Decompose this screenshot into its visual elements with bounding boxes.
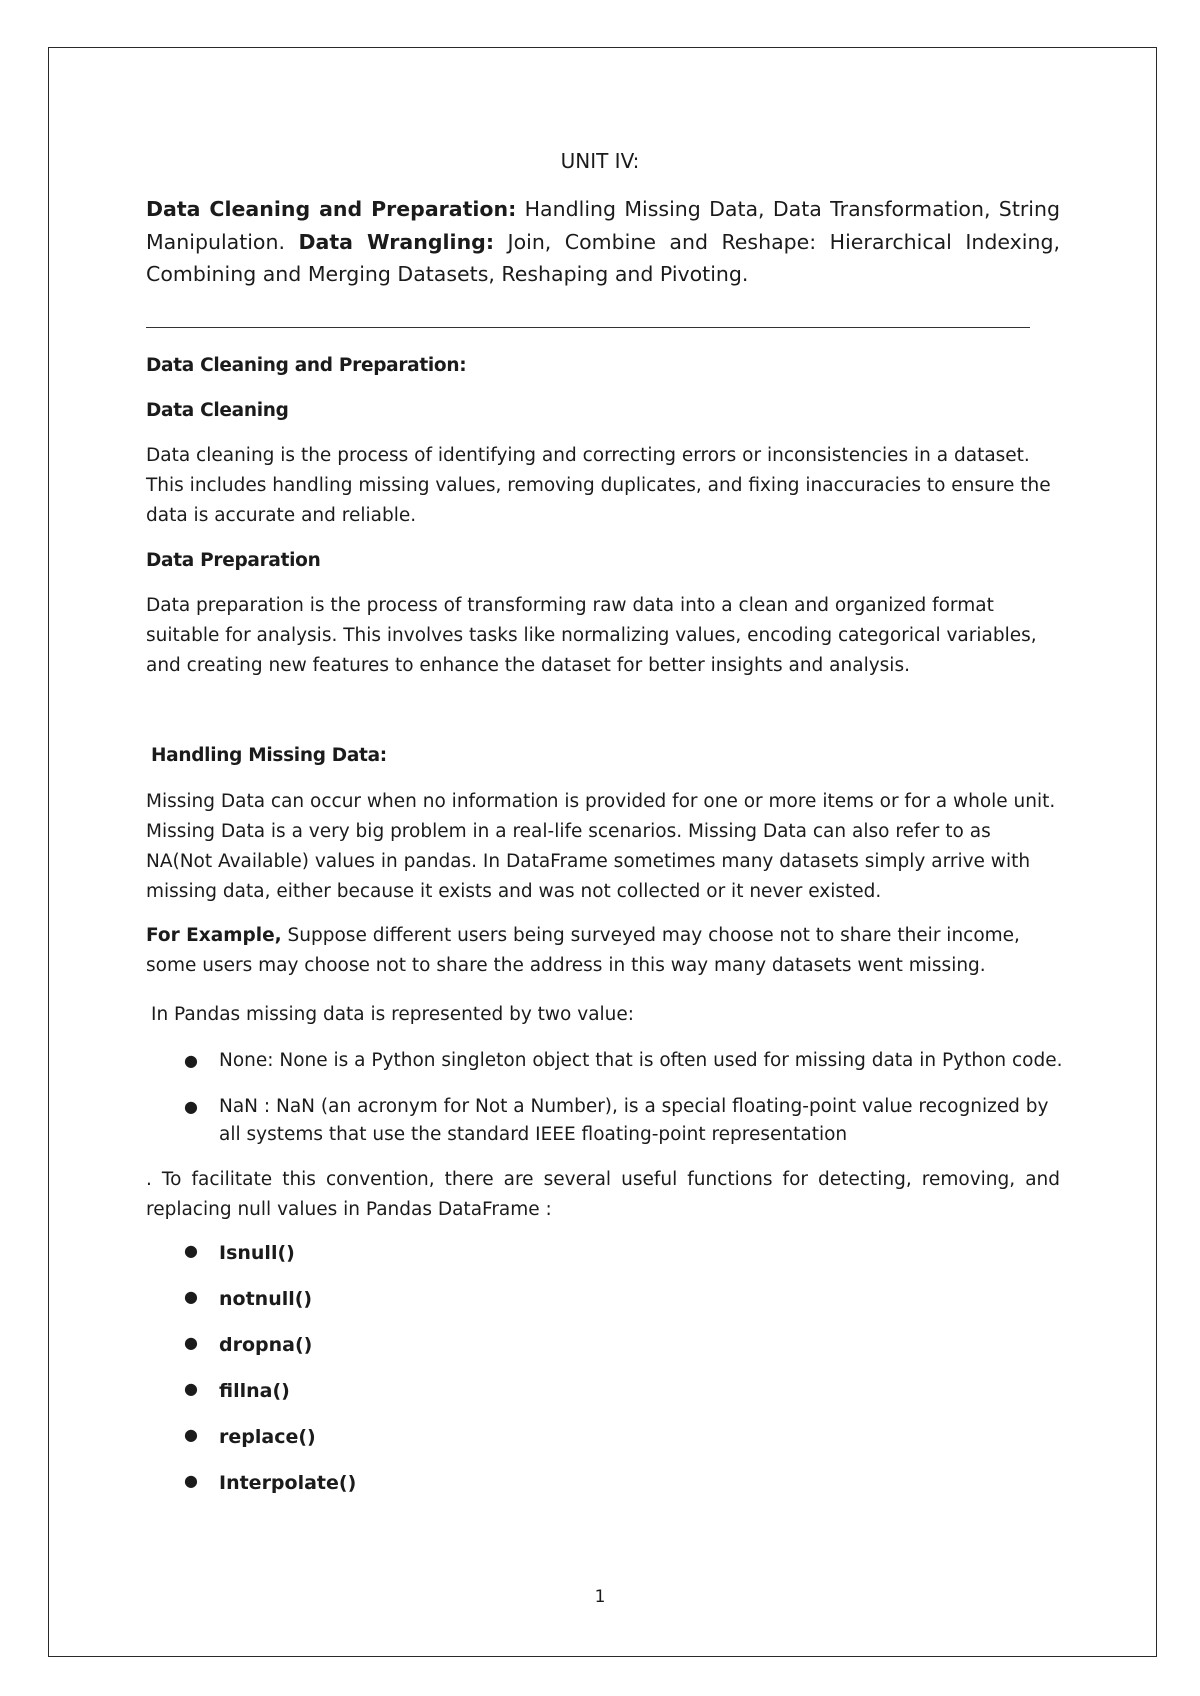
intro-text-cleaning: Handling Missing Data, Data Transformation, String Manipulation. <box>146 197 1060 254</box>
function-name: Isnull() <box>219 1242 295 1264</box>
function-name: notnull() <box>219 1288 313 1310</box>
represented-paragraph: In Pandas missing data is represented by two value: <box>151 1004 635 1025</box>
bullet-icon: ● <box>184 1333 198 1352</box>
intro-label-cleaning: Data Cleaning and Preparation: <box>146 197 517 221</box>
bullet-icon: ● <box>184 1379 198 1398</box>
unit-title: UNIT IV: <box>560 149 640 173</box>
bullet-icon: ● <box>184 1241 198 1260</box>
missing-data-heading: Handling Missing Data: <box>151 745 387 766</box>
function-name: dropna() <box>219 1334 313 1356</box>
bullet-icon: ● <box>184 1471 198 1490</box>
example-label: For Example, <box>146 925 282 946</box>
bullet-icon: ● <box>184 1051 198 1070</box>
facilitate-paragraph: . To facilitate this convention, there are several useful functions for detecting, removing, and replacing null values in Pandas DataFrame : <box>146 1169 1060 1220</box>
bullet-text: None: None is a Python singleton object that is often used for missing data in Python code. <box>219 1050 1063 1071</box>
intro-paragraph <box>146 193 1060 291</box>
cleaning-paragraph: Data cleaning is the process of identifying and correcting errors or inconsistencies in a dataset. This includes handling missing values, removing duplicates, and fixing inaccuracies to ensure the data is accurate and reliable. <box>146 445 1051 526</box>
page-number: 1 <box>594 1587 606 1607</box>
intro-text-wrangling: Join, Combine and Reshape: Hierarchical Indexing, Combining and Merging Datasets, Reshaping and Pivoting. <box>146 229 1060 286</box>
bullet-icon: ● <box>184 1097 198 1116</box>
missing-data-paragraph: Missing Data can occur when no information is provided for one or more items or for a whole unit. Missing Data is a very big problem in a real-life scenarios. Missing Data can also refer to as NA(Not Available) values in pandas. In DataFrame sometimes many datasets simply arrive with missing data, either because it exists and was not collected or it never existed. <box>146 791 1056 902</box>
bullet-icon: ● <box>184 1287 198 1306</box>
cleaning-heading: Data Cleaning <box>146 400 289 421</box>
function-name: replace() <box>219 1426 316 1448</box>
section-heading: Data Cleaning and Preparation: <box>146 355 467 376</box>
intro-label-wrangling: Data Wrangling: <box>298 229 495 254</box>
example-paragraph <box>146 921 1060 981</box>
example-text: Suppose different users being surveyed may choose not to share their income, some users may choose not to share the address in this way many datasets went missing. <box>146 925 1020 976</box>
bullet-text: NaN : NaN (an acronym for Not a Number), is a special floating-point value recognized by all systems that use the standard IEEE floating-point representation <box>219 1096 1049 1145</box>
bullet-icon: ● <box>184 1425 198 1444</box>
separator-line <box>146 327 1030 328</box>
preparation-heading: Data Preparation <box>146 550 321 571</box>
preparation-paragraph: Data preparation is the process of transforming raw data into a clean and organized format suitable for analysis. This involves tasks like normalizing values, encoding categorical variables, and creating new features to enhance the dataset for better insights and analysis. <box>146 595 1037 676</box>
function-name: fillna() <box>219 1380 290 1402</box>
function-name: Interpolate() <box>219 1472 357 1494</box>
